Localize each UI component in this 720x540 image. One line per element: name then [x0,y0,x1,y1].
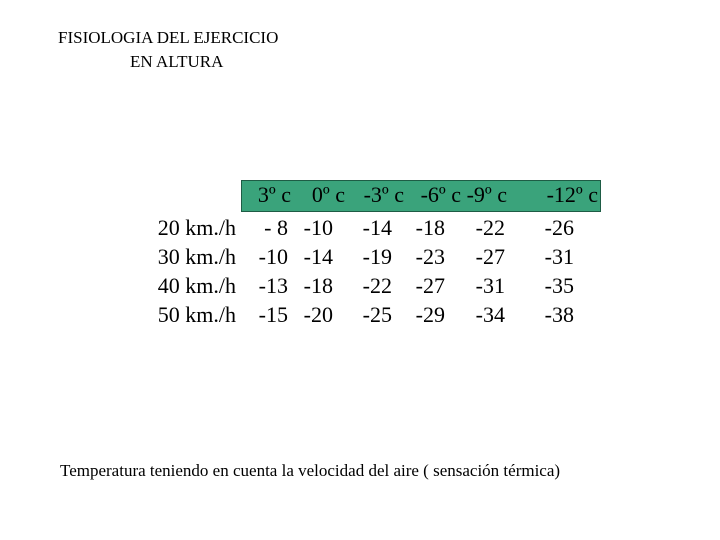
table-cell: -35 [544,273,574,298]
table-cell: -29 [415,302,445,327]
footnote-text: Temperatura teniendo en cuenta la velocidad del aire ( sensación térmica) [60,461,561,480]
column-header: -3º c [363,182,404,207]
table-cell: -27 [415,273,445,298]
table-cell: -18 [303,273,333,298]
table-cell: -23 [415,244,445,269]
table-cell: -25 [362,302,392,327]
row-label: 40 km./h [157,273,236,298]
table-cell: -13 [258,273,288,298]
title-line-2: EN ALTURA [130,52,224,71]
table-cell: -20 [303,302,333,327]
table-cell: -31 [475,273,505,298]
title-line-1: FISIOLOGIA DEL EJERCICIO [58,28,279,47]
table-cell: -22 [362,273,392,298]
table-cell: -34 [475,302,505,327]
row-label: 50 km./h [157,302,236,327]
table-cell: -22 [475,215,505,240]
table-cell: -10 [258,244,288,269]
row-label: 20 km./h [157,215,236,240]
table-cell: -15 [258,302,288,327]
table-cell: -14 [362,215,392,240]
column-header: -9º c [466,182,507,207]
column-header: -6º c [420,182,461,207]
table-cell: - 8 [264,215,288,240]
table-cell: -14 [303,244,333,269]
table-cell: -10 [303,215,333,240]
column-header: -12º c [546,182,598,207]
table-cell: -38 [544,302,574,327]
column-header: 0º c [311,182,345,207]
table-cell: -18 [415,215,445,240]
table-cell: -26 [544,215,574,240]
table-cell: -27 [475,244,505,269]
table-cell: -31 [544,244,574,269]
table-cell: -19 [362,244,392,269]
column-header: 3º c [257,182,291,207]
row-label: 30 km./h [157,244,236,269]
